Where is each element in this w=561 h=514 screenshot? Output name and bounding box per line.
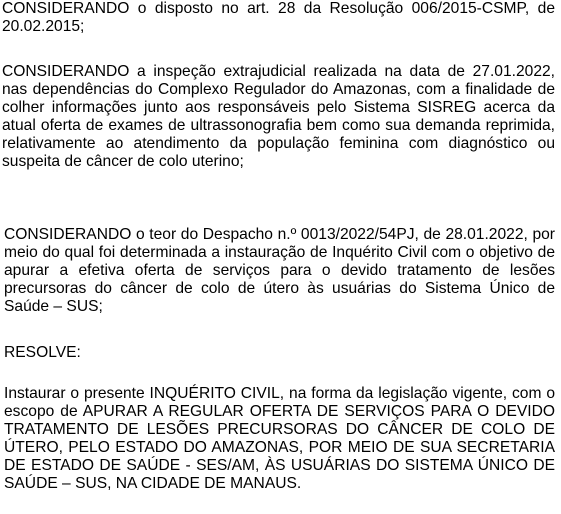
instaurar-paragraph: Instaurar o presente INQUÉRITO CIVIL, na forma da legislação vigente, com o escopo de APURAR A REGULAR OFERTA DE SERVIÇOS PARA O DEVIDO TRATAMENTO DE LESÕES PRECURSORAS DO CÂNCER DE COLO DE ÚTERO, PELO ESTADO DO AMAZONAS, POR MEIO DE SUA SECRETARIA DE ESTADO DE SAÚDE - SES/AM, ÀS USUÁRIAS DO SISTEMA ÚNICO DE SAÚDE – SUS, NA CIDADE DE MANAUS. <box>4 385 555 492</box>
considerando-despacho-paragraph: CONSIDERANDO o teor do Despacho n.º 0013/2022/54PJ, de 28.01.2022, por meio do qual foi determinada a instauração de Inquérito Civil com o objetivo de apurar a efetiva oferta de serviços para o devido tratamento de lesões precursoras do câncer de colo de útero às usuárias do Sistema Único de Saúde – SUS; <box>4 226 555 315</box>
considerando-resolucao-paragraph: CONSIDERANDO o disposto no art. 28 da Resolução 006/2015-CSMP, de 20.02.2015; <box>2 0 555 35</box>
considerando-inspecao-paragraph: CONSIDERANDO a inspeção extrajudicial realizada na data de 27.01.2022, nas dependências do Complexo Regulador do Amazonas, com a finalidade de colher informações junto aos responsáveis pelo Sistema SISREG acerca da atual oferta de exames de ultrassonografia bem como sua demanda reprimida, relativamente ao atendimento da população feminina com diagnóstico ou suspeita de câncer de colo uterino; <box>2 63 555 170</box>
resolve-heading: RESOLVE: <box>4 344 81 361</box>
